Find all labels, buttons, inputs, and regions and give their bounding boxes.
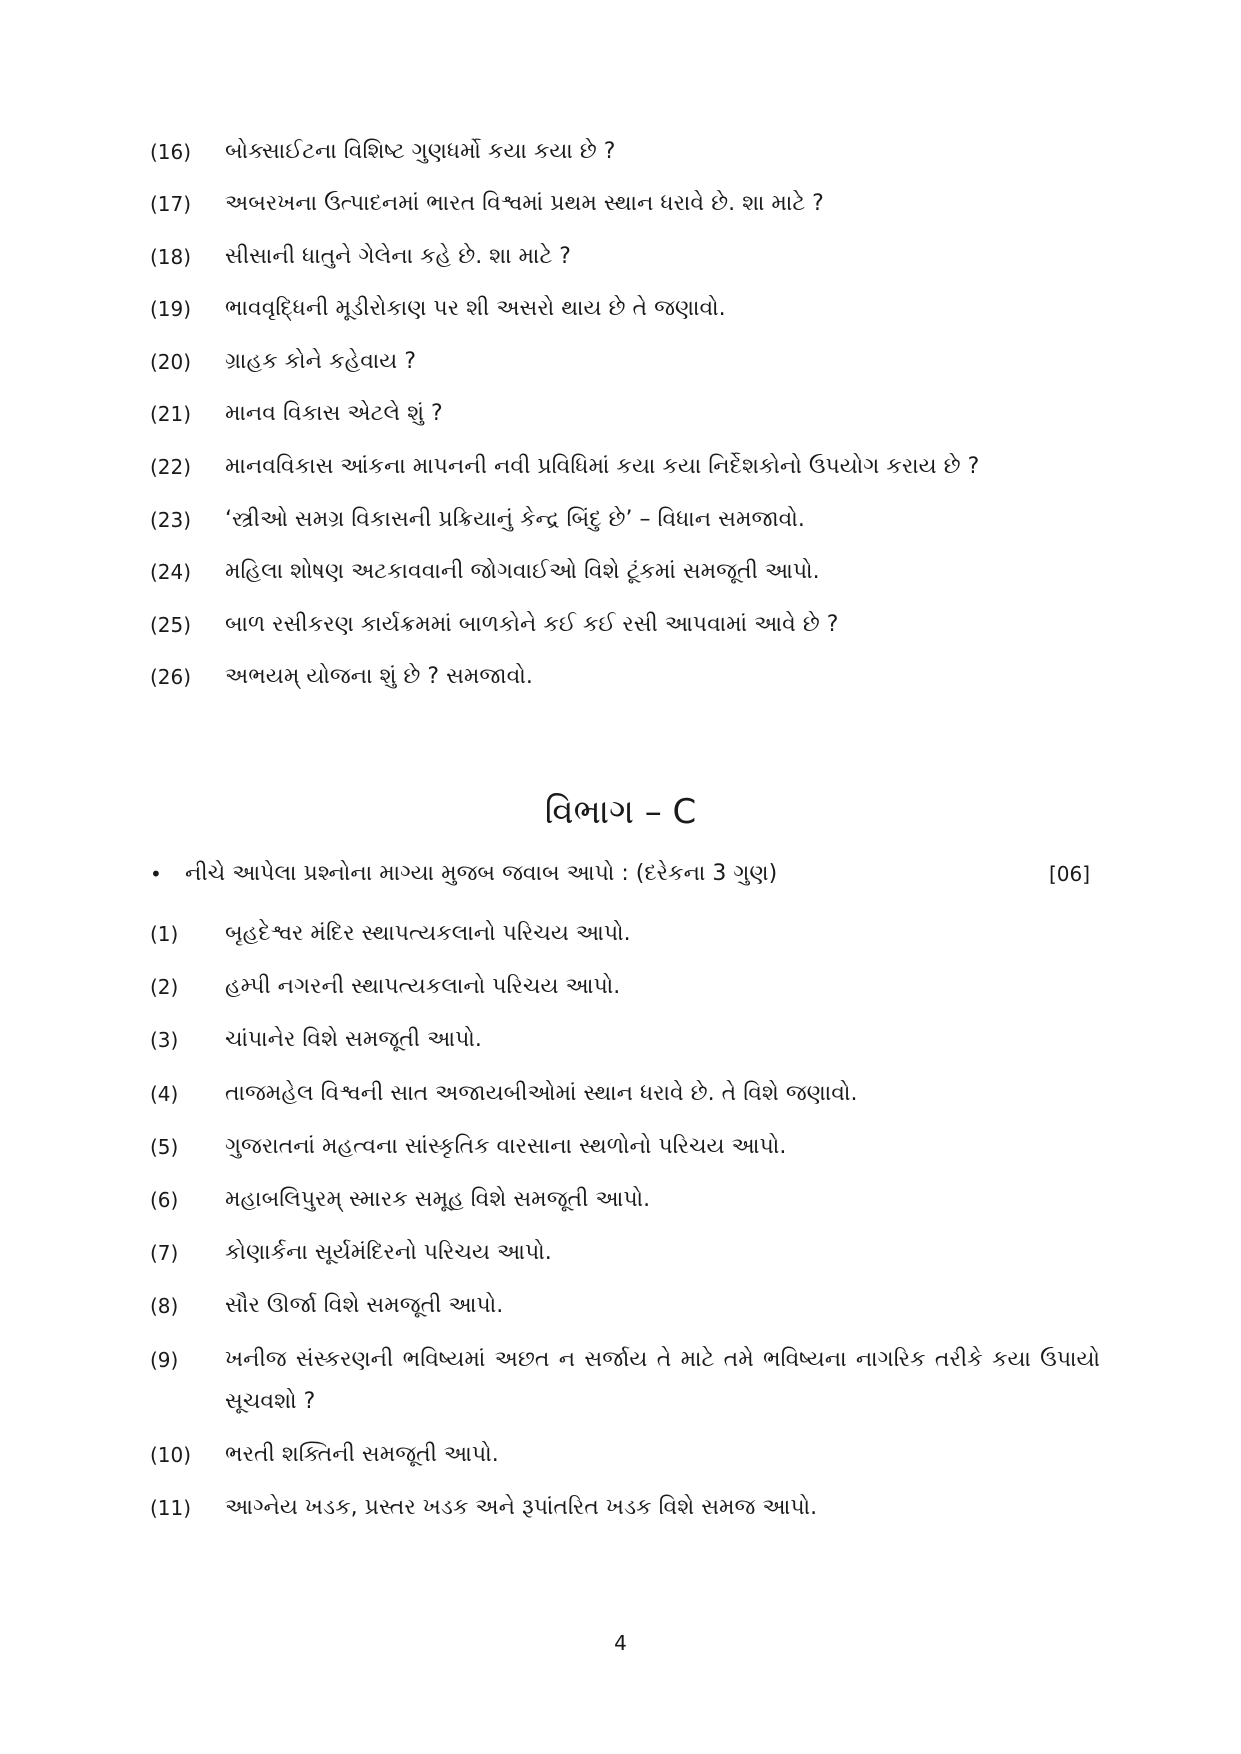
question-text: બોક્સાઈટના વિશિષ્ટ ગુણધર્મો કયા કયા છે ? (225, 139, 616, 164)
section-instruction (150, 853, 1090, 895)
question-text: ગુજરાતનાં મહત્વના સાંસ્કૃતિક વારસાના સ્થળોનો પરિચય આપો. (225, 1134, 787, 1159)
question-number: (25) (150, 613, 192, 637)
question-number: (6) (150, 1188, 179, 1212)
section-marks: [06] (1048, 862, 1090, 886)
question-text: કોણાર્કના સૂર્યમંદિરનો પરિચય આપો. (225, 1240, 552, 1265)
question-number: (11) (150, 1496, 192, 1520)
question-text: સૌર ઊર્જા વિશે સમજૂતી આપો. (225, 1293, 504, 1318)
question-c4 (150, 1073, 1100, 1115)
question-number: (8) (150, 1294, 179, 1318)
question-number: (10) (150, 1443, 192, 1467)
question-20 (150, 341, 1100, 383)
question-text: અબરખના ઉત્પાદનમાં ભારત વિશ્વમાં પ્રથમ સ્થાન ધરાવે છે. શા માટે ? (225, 191, 824, 216)
question-c10 (150, 1434, 1100, 1476)
question-17 (150, 183, 1100, 225)
question-text: ભાવવૃદ્ધિની મૂડીરોકાણ પર શી અસરો થાય છે તે જણાવો. (225, 296, 726, 321)
question-22 (150, 446, 1100, 488)
question-c9 (150, 1339, 1100, 1423)
question-16 (150, 131, 1100, 173)
question-number: (2) (150, 975, 179, 999)
question-text: સીસાની ધાતુને ગેલેના કહે છે. શા માટે ? (225, 244, 571, 269)
question-number: (22) (150, 455, 192, 479)
question-number: (20) (150, 350, 192, 374)
question-c3 (150, 1019, 1100, 1061)
question-text: ગ્રાહક કોને કહેવાય ? (225, 349, 416, 374)
question-number: (1) (150, 922, 179, 946)
instruction-text: નીચે આપેલા પ્રશ્નોના માગ્યા મુજબ જવાબ આપો : (દરેકના 3 ગુણ) (185, 861, 778, 886)
question-number: (3) (150, 1028, 179, 1052)
question-text: મહિલા શોષણ અટકાવવાની જોગવાઈઓ વિશે ટૂંકમાં સમજૂતી આપો. (225, 559, 820, 584)
question-number: (9) (150, 1348, 179, 1372)
question-c11 (150, 1487, 1100, 1529)
page-number: 4 (614, 1631, 627, 1655)
question-number: (21) (150, 402, 192, 426)
question-24 (150, 551, 1100, 593)
question-text: ખનીજ સંસ્કરણની ભવિષ્યમાં અછત ન સર્જાય તે માટે તમે ભવિષ્યના નાગરિક તરીકે કયા ઉપાયો સૂચવશો ? (225, 1347, 1100, 1414)
question-text: માનવવિકાસ આંકના માપનની નવી પ્રવિધિમાં કયા કયા નિર્દેશકોનો ઉપયોગ કરાય છે ? (225, 454, 980, 479)
question-number: (23) (150, 508, 192, 532)
question-text: હમ્પી નગરની સ્થાપત્યકલાનો પરિચય આપો. (225, 974, 621, 999)
question-text: આગ્નેય ખડક, પ્રસ્તર ખડક અને રૂપાંતરિત ખડક વિશે સમજ આપો. (225, 1495, 818, 1520)
bullet-icon: • (150, 862, 162, 886)
question-c5 (150, 1126, 1100, 1168)
question-25 (150, 604, 1100, 646)
question-number: (26) (150, 665, 192, 689)
question-18 (150, 236, 1100, 278)
question-text: મહાબલિપુરમ્ સ્મારક સમૂહ વિશે સમજૂતી આપો. (225, 1187, 651, 1212)
question-19 (150, 288, 1100, 330)
question-23 (150, 499, 1100, 541)
question-number: (7) (150, 1241, 179, 1265)
question-number: (18) (150, 245, 192, 269)
question-text: અભયમ્ યોજના શું છે ? સમજાવો. (225, 664, 533, 689)
question-text: ‘સ્ત્રીઓ સમગ્ર વિકાસની પ્રક્રિયાનું કેન્દ્ર બિંદુ છે’ – વિધાન સમજાવો. (225, 507, 805, 532)
question-c2 (150, 966, 1100, 1008)
question-text: ભરતી શક્તિની સમજૂતી આપો. (225, 1442, 499, 1467)
question-number: (4) (150, 1082, 179, 1106)
question-number: (24) (150, 560, 192, 584)
question-c1 (150, 913, 1100, 955)
question-number: (16) (150, 140, 192, 164)
question-text: તાજમહેલ વિશ્વની સાત અજાયબીઓમાં સ્થાન ધરાવે છે. તે વિશે જણાવો. (225, 1081, 858, 1106)
question-text: ચાંપાનેર વિશે સમજૂતી આપો. (225, 1027, 482, 1052)
question-number: (19) (150, 297, 192, 321)
question-21 (150, 393, 1100, 435)
question-26 (150, 656, 1100, 698)
question-number: (17) (150, 192, 192, 216)
question-text: બૃહદેશ્વર મંદિર સ્થાપત્યકલાનો પરિચય આપો. (225, 921, 631, 946)
question-c6 (150, 1179, 1100, 1221)
question-text: બાળ રસીકરણ કાર્યક્રમમાં બાળકોને કઈ કઈ રસી આપવામાં આવે છે ? (225, 612, 839, 637)
question-c7 (150, 1232, 1100, 1274)
question-text: માનવ વિકાસ એટલે શું ? (225, 401, 443, 426)
question-number: (5) (150, 1135, 179, 1159)
question-c8 (150, 1285, 1100, 1327)
section-heading: વિભાગ – C (544, 792, 697, 832)
